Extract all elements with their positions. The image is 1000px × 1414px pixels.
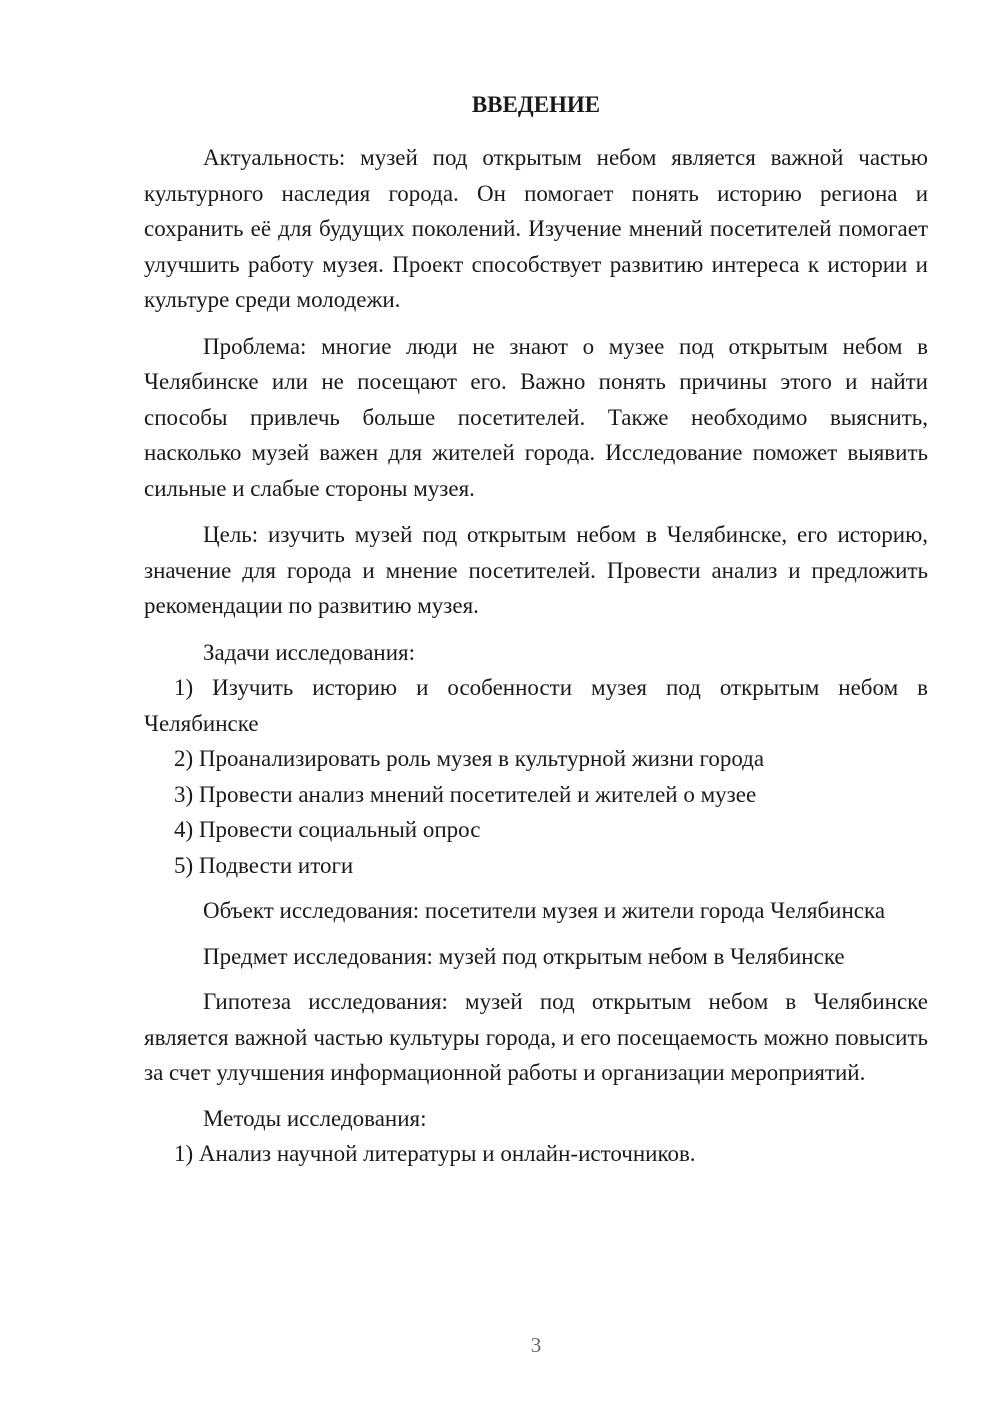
task-item: 2) Проанализировать роль музея в культурной жизни города xyxy=(174,746,765,771)
task-item: 4) Провести социальный опрос xyxy=(174,817,481,842)
tasks-heading: Задачи исследования: xyxy=(203,639,416,665)
hypothesis-paragraph: Гипотеза исследования: музей под открытым небом в Челябинске является важной частью культуры города, и его посещаемость можно повысить за счет улучшения информационной работы и организации мероприятий. xyxy=(144,989,928,1085)
relevance-paragraph: Актуальность: музей под открытым небом является важной частью культурного наследия города. Он помогает понять историю региона и сохранить её для будущих поколений. Изучение мнений посетителей помогает улучшить работу музея. Проект способствует развитию интереса к истории и культуре среди молодежи. xyxy=(144,145,928,312)
method-item: 1) Анализ научной литературы и онлайн-источников. xyxy=(174,1141,696,1166)
document-page xyxy=(144,88,928,1172)
task-item: 1) Изучить историю и особенности музея под открытым небом в Челябинске xyxy=(144,675,928,736)
methods-heading: Методы исследования: xyxy=(203,1105,427,1131)
subject-paragraph: Предмет исследования: музей под открытым небом в Челябинске xyxy=(203,943,845,969)
page-number: 3 xyxy=(530,1333,542,1357)
section-title: ВВЕДЕНИЕ xyxy=(471,92,601,117)
problem-paragraph: Проблема: многие люди не знают о музее под открытым небом в Челябинске или не посещают его. Важно понять причины этого и найти способы привлечь больше посетителей. Также необходимо выяснить, насколько музей важен для жителей города. Исследование поможет выявить сильные и слабые стороны музея. xyxy=(144,333,928,501)
task-item: 5) Подвести итоги xyxy=(174,852,354,878)
object-paragraph: Объект исследования: посетители музея и жители города Челябинска xyxy=(203,898,886,923)
task-item: 3) Провести анализ мнений посетителей и жителей о музее xyxy=(174,781,757,807)
goal-paragraph: Цель: изучить музей под открытым небом в Челябинске, его историю, значение для города и мнение посетителей. Провести анализ и предложить рекомендации по развитию музея. xyxy=(144,522,928,618)
